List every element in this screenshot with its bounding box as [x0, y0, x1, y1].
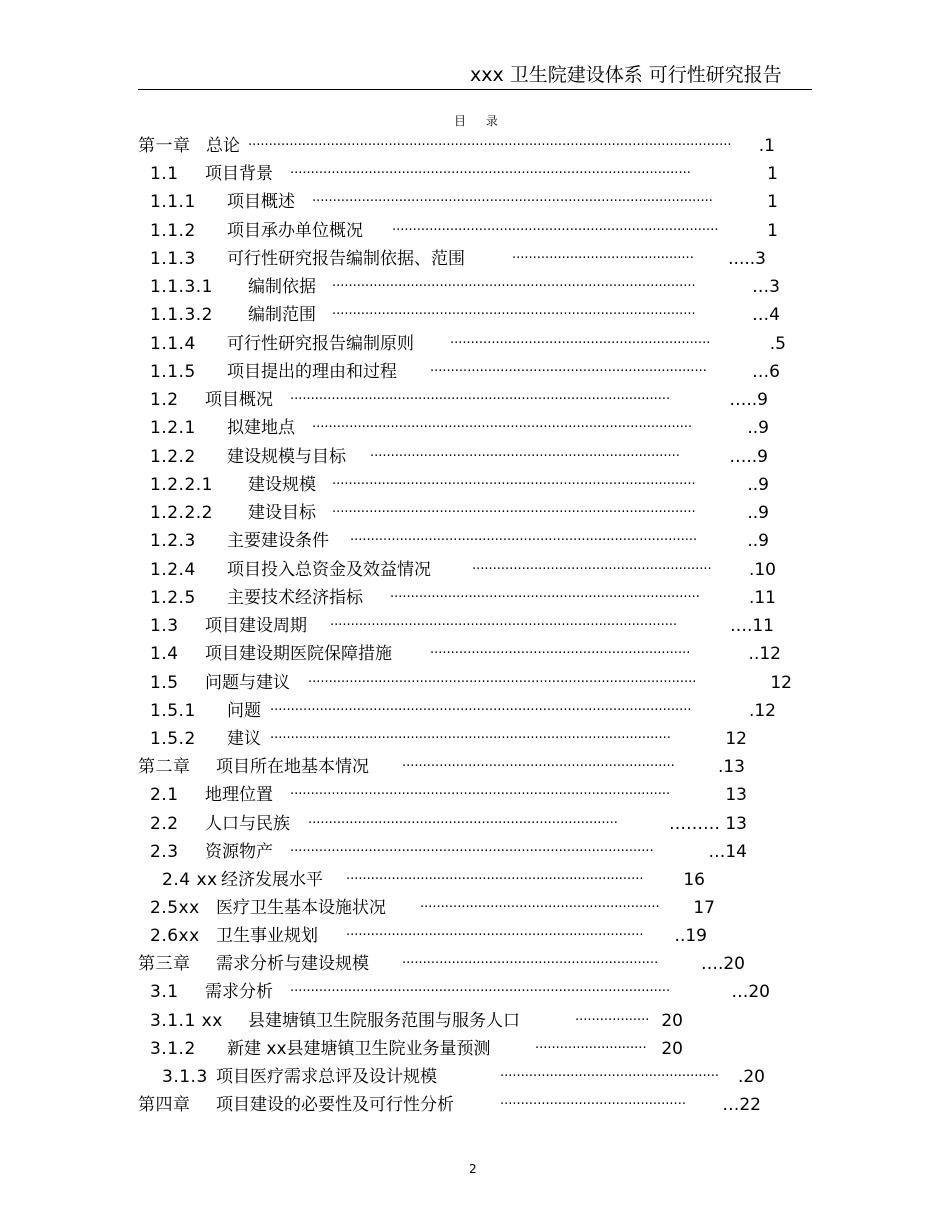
toc-entry-page: …22: [722, 1095, 761, 1115]
toc-dot-leader: ·····················································: [500, 1069, 720, 1084]
toc-entry[interactable]: [0, 699, 950, 723]
toc-entry-number: 2.1: [150, 785, 179, 805]
toc-entry-title: 问题: [227, 701, 261, 721]
toc-entry-page: 12: [725, 729, 747, 749]
toc-entry-title: 建设规模与目标: [227, 447, 346, 467]
toc-entry-number: 1.1.4: [150, 334, 196, 354]
toc-entry-page: 1: [767, 192, 778, 212]
toc-entry-number: 1.1.1: [150, 192, 196, 212]
toc-entry-title: 建设目标: [248, 503, 316, 523]
toc-dot-leader: ········································································: [346, 928, 644, 943]
toc-entry-title: 项目提出的理由和过程: [227, 362, 397, 382]
toc-dot-leader: ····························································································: [312, 420, 693, 435]
toc-dot-leader: ······························································································: [308, 675, 697, 690]
toc-entry[interactable]: [0, 303, 950, 327]
toc-dot-leader: ···············································································: [392, 223, 719, 238]
toc-entry-number: 1.1: [150, 164, 179, 184]
toc-entry-title: 医疗卫生基本设施状况: [216, 898, 386, 918]
toc-entry[interactable]: [0, 388, 950, 412]
toc-dot-leader: ····················································································: [330, 618, 678, 633]
toc-dot-leader: ······································································································: [270, 703, 692, 718]
toc-heading: 目 录: [454, 114, 506, 128]
toc-entry-number: 1.1.3.1: [150, 277, 213, 297]
toc-entry-number: 2.6xx: [150, 926, 200, 946]
toc-entry-title: 项目投入总资金及效益情况: [227, 560, 431, 580]
toc-entry-title: 项目概况: [205, 390, 273, 410]
toc-entry-number: 2.4 xx: [162, 870, 218, 890]
toc-dot-leader: ························································································: [332, 279, 696, 294]
toc-entry-page: 17: [693, 898, 715, 918]
toc-entry-number: 1.1.3: [150, 249, 196, 269]
toc-entry[interactable]: [0, 529, 950, 553]
toc-dot-leader: ························································································: [332, 477, 696, 492]
toc-entry-number: 1.2.2.2: [150, 503, 213, 523]
toc-entry-title: 新建 xx县建塘镇卫生院业务量预测: [227, 1039, 491, 1059]
toc-entry-number: 1.3: [150, 616, 179, 636]
toc-dot-leader: ··························································: [420, 900, 660, 915]
toc-entry-title: 经济发展水平: [221, 870, 323, 890]
toc-entry[interactable]: [0, 952, 950, 976]
toc-entry-title: 项目建设周期: [205, 616, 307, 636]
toc-entry-number: 1.5.2: [150, 729, 196, 749]
toc-entry-number: 1.5: [150, 673, 179, 693]
toc-entry[interactable]: [0, 1093, 950, 1117]
toc-entry-title: 编制依据: [248, 277, 316, 297]
toc-entry[interactable]: [0, 924, 950, 948]
toc-entry-title: 需求分析: [205, 982, 273, 1002]
toc-entry-page: …6: [752, 362, 780, 382]
toc-entry-title: 县建塘镇卫生院服务范围与服务人口: [248, 1011, 520, 1031]
toc-entry[interactable]: [0, 360, 950, 384]
toc-entry-number: 第四章: [138, 1095, 191, 1115]
toc-entry[interactable]: [0, 247, 950, 271]
toc-entry[interactable]: [0, 275, 950, 299]
toc-entry-page: …20: [731, 982, 770, 1002]
toc-entry[interactable]: [0, 134, 950, 158]
toc-entry-title: 建设规模: [248, 475, 316, 495]
toc-dot-leader: ···········································································: [308, 816, 618, 831]
toc-entry-title: 需求分析与建设规模: [216, 954, 369, 974]
toc-entry-number: 第一章: [138, 136, 191, 156]
toc-entry[interactable]: [0, 812, 950, 836]
toc-entry-page: ….20: [700, 954, 745, 974]
toc-dot-leader: ························································································: [332, 505, 696, 520]
toc-entry-title: 可行性研究报告编制原则: [227, 334, 414, 354]
toc-entry-page: 13: [725, 785, 747, 805]
toc-entry-page: 20: [661, 1039, 683, 1059]
toc-entry[interactable]: [0, 1065, 950, 1089]
toc-dot-leader: ··················: [575, 1013, 650, 1028]
toc-entry-page: .12: [748, 701, 776, 721]
toc-entry-page: …3: [752, 277, 780, 297]
toc-entry-number: 3.1.1 xx: [150, 1011, 223, 1031]
toc-entry[interactable]: [0, 840, 950, 864]
toc-dot-leader: ·······························································: [450, 336, 711, 351]
toc-entry-number: 1.1.3.2: [150, 305, 213, 325]
toc-entry-page: …14: [708, 842, 747, 862]
toc-entry-title: 项目建设期医院保障措施: [205, 644, 392, 664]
toc-entry[interactable]: [0, 868, 950, 892]
toc-dot-leader: ···········································································: [390, 590, 700, 605]
toc-entry-page: ..9: [747, 475, 769, 495]
toc-entry[interactable]: [0, 980, 950, 1004]
toc-entry-title: 主要建设条件: [227, 531, 329, 551]
toc-dot-leader: ·································································································: [290, 166, 691, 181]
toc-dot-leader: ············································: [512, 251, 694, 266]
toc-dot-leader: ··························································: [472, 562, 712, 577]
toc-entry-page: …..9: [729, 447, 768, 467]
toc-entry-page: ..19: [674, 926, 707, 946]
toc-entry-page: ..9: [747, 418, 769, 438]
toc-entry-title: 项目背景: [205, 164, 273, 184]
toc-entry-page: .13: [717, 757, 745, 777]
toc-dot-leader: ·····················································································································: [248, 138, 732, 153]
toc-entry-page: …..9: [729, 390, 768, 410]
toc-entry-title: 主要技术经济指标: [227, 588, 363, 608]
toc-dot-leader: ······························································: [402, 956, 659, 971]
toc-entry[interactable]: [0, 783, 950, 807]
toc-entry[interactable]: [0, 586, 950, 610]
toc-entry-page: ..9: [747, 531, 769, 551]
toc-entry-title: 建议: [227, 729, 261, 749]
toc-entry[interactable]: [0, 1009, 950, 1033]
toc-dot-leader: ························································································: [290, 844, 654, 859]
toc-entry-number: 3.1: [150, 982, 179, 1002]
toc-entry-title: 卫生事业规划: [216, 926, 318, 946]
toc-dot-leader: ···································································: [430, 364, 707, 379]
toc-entry-page: .11: [748, 588, 776, 608]
toc-entry-title: 可行性研究报告编制依据、范围: [227, 249, 465, 269]
toc-entry-title: 编制范围: [248, 305, 316, 325]
toc-entry-number: 1.1.5: [150, 362, 196, 382]
toc-dot-leader: ························································································: [332, 307, 696, 322]
toc-entry-number: 1.5.1: [150, 701, 196, 721]
toc-entry-page: .10: [748, 560, 776, 580]
toc-dot-leader: ···········································································: [370, 449, 680, 464]
toc-entry[interactable]: [0, 332, 950, 356]
toc-entry[interactable]: [0, 671, 950, 695]
toc-entry-title: 项目建设的必要性及可行性分析: [216, 1095, 454, 1115]
toc-dot-leader: ·······························································: [430, 646, 691, 661]
toc-entry[interactable]: [0, 896, 950, 920]
toc-entry-title: 资源物产: [205, 842, 273, 862]
toc-entry-number: 1.2.5: [150, 588, 196, 608]
toc-entry-page: 1: [767, 221, 778, 241]
toc-entry-title: 人口与民族: [205, 814, 290, 834]
toc-entry-page: 20: [661, 1011, 683, 1031]
toc-entry[interactable]: [0, 473, 950, 497]
toc-entry-page: .5: [769, 334, 786, 354]
toc-entry[interactable]: [0, 727, 950, 751]
toc-entry-number: 1.2.2: [150, 447, 196, 467]
toc-entry-title: 问题与建议: [205, 673, 290, 693]
toc-entry-page: 16: [683, 870, 705, 890]
toc-entry-page: .20: [737, 1067, 765, 1087]
document-header-title: xxx 卫生院建设体系 可行性研究报告: [470, 64, 782, 86]
toc-dot-leader: ········································································: [346, 872, 644, 887]
toc-entry[interactable]: [0, 1037, 950, 1061]
toc-entry-number: 2.3: [150, 842, 179, 862]
toc-entry-page: ……… 13: [668, 814, 747, 834]
toc-entry-title: 项目医疗需求总评及设计规模: [216, 1067, 437, 1087]
toc-entry[interactable]: [0, 558, 950, 582]
toc-dot-leader: ····················································································: [350, 533, 698, 548]
toc-dot-leader: ···························: [535, 1041, 647, 1056]
toc-entry-page: ….11: [729, 616, 774, 636]
toc-entry-number: 1.4: [150, 644, 179, 664]
toc-entry-page: 12: [770, 673, 792, 693]
toc-entry[interactable]: [0, 614, 950, 638]
toc-entry[interactable]: [0, 190, 950, 214]
toc-entry-number: 1.2.3: [150, 531, 196, 551]
toc-entry-number: 1.1.2: [150, 221, 196, 241]
toc-entry[interactable]: [0, 162, 950, 186]
toc-dot-leader: ····························································································: [290, 787, 671, 802]
toc-dot-leader: ····························································································: [290, 392, 671, 407]
toc-entry[interactable]: [0, 416, 950, 440]
toc-entry-number: 3.1.2: [150, 1039, 196, 1059]
toc-entry[interactable]: [0, 501, 950, 525]
toc-dot-leader: ····························································································: [290, 984, 671, 999]
toc-entry-number: 第二章: [138, 757, 191, 777]
toc-entry-title: 项目概述: [227, 192, 295, 212]
toc-dot-leader: ··································································: [402, 759, 675, 774]
toc-entry-title: 地理位置: [205, 785, 273, 805]
toc-entry-title: 总论: [206, 136, 240, 156]
toc-entry-page: 1: [767, 164, 778, 184]
toc-dot-leader: ·································································································: [270, 731, 671, 746]
toc-entry[interactable]: [0, 755, 950, 779]
toc-entry-number: 1.2: [150, 390, 179, 410]
toc-entry-title: 项目所在地基本情况: [216, 757, 369, 777]
toc-entry-number: 第三章: [138, 954, 191, 974]
toc-entry-number: 1.2.4: [150, 560, 196, 580]
toc-entry-title: 拟建地点: [227, 418, 295, 438]
page-number: 2: [469, 1162, 477, 1176]
toc-dot-leader: ·································································································: [312, 194, 713, 209]
toc-entry-page: ..12: [748, 644, 781, 664]
toc-entry[interactable]: [0, 642, 950, 666]
toc-entry-page: .1: [758, 136, 775, 156]
toc-entry-page: .....3: [728, 249, 766, 269]
toc-entry[interactable]: [0, 219, 950, 243]
toc-entry[interactable]: [0, 445, 950, 469]
toc-entry-page: …4: [752, 305, 780, 325]
toc-entry-number: 2.5xx: [150, 898, 200, 918]
toc-entry-title: 项目承办单位概况: [227, 221, 363, 241]
toc-entry-number: 1.2.2.1: [150, 475, 213, 495]
toc-entry-number: 2.2: [150, 814, 179, 834]
toc-entry-number: 3.1.3: [162, 1067, 208, 1087]
toc-dot-leader: ·············································: [500, 1097, 686, 1112]
toc-entry-page: ..9: [747, 503, 769, 523]
toc-entry-number: 1.2.1: [150, 418, 196, 438]
